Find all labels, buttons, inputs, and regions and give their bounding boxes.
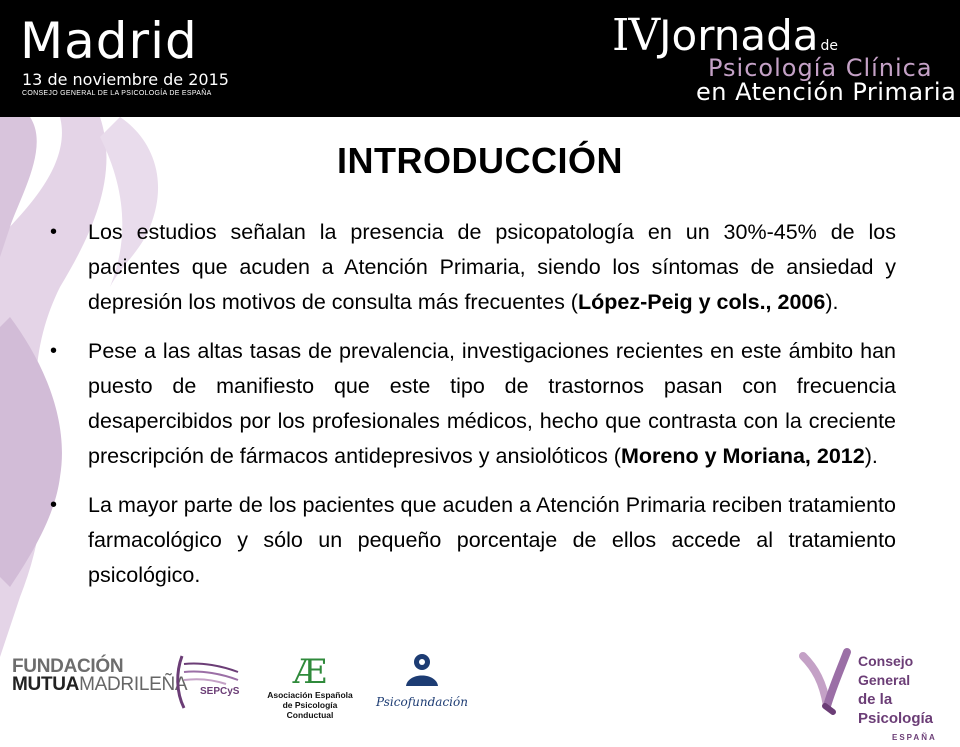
fundacion-logo-mutua: MUTUA — [12, 674, 80, 695]
bullet-citation: Moreno y Moriana, 2012 — [620, 444, 865, 468]
bullet-item — [50, 334, 896, 474]
fundacion-logo-madrilena: MADRILEÑA — [79, 674, 188, 695]
aepc-logo-icon: Æ — [292, 652, 328, 692]
sepcys-logo-icon — [162, 652, 240, 712]
bullet-text: Los estudios señalan la presencia de psicopatología en un 30%-45% de los pacientes que acuden a Atención Primaria, siendo los síntomas de ansiedad y depresión los motivos de consulta más frecuentes ( — [88, 220, 896, 314]
event-title-word: Jornada — [659, 11, 819, 60]
bullet-item — [50, 215, 896, 320]
event-subtitle-line1: Psicología Clínica — [708, 54, 933, 82]
aepc-logo-line2: de Psicología Conductual — [282, 700, 338, 720]
sepcys-logo-text: SEPCyS — [200, 686, 240, 697]
bullet-text: La mayor parte de los pacientes que acuden a Atención Primaria reciben tratamiento farmacológico y sólo un pequeño porcentaje de ellos accede al tratamiento psicológico. — [88, 493, 896, 587]
fundacion-logo-line1: FUNDACIÓN — [12, 656, 124, 677]
fundacion-logo-line2 — [12, 676, 187, 694]
bullet-citation: López-Peig y cols., 2006 — [577, 290, 826, 314]
psicofundacion-logo-icon — [398, 652, 446, 688]
header-banner — [0, 0, 960, 117]
cgp-logo-line3: ESPAÑA — [892, 733, 937, 742]
psicofundacion-logo-text: Psicofundación — [376, 695, 468, 709]
bullet-text-end: ). — [864, 444, 878, 468]
cgp-logo-line1: Consejo General — [858, 653, 914, 688]
event-date: 13 de noviembre de 2015 — [22, 70, 229, 89]
aepc-logo — [265, 654, 355, 720]
event-organizer: CONSEJO GENERAL DE LA PSICOLOGÍA DE ESPAÑA — [22, 90, 212, 97]
event-subtitle-line2: en Atención Primaria — [696, 78, 957, 106]
consejo-general-psicologia-logo — [858, 652, 960, 747]
event-edition: IV — [612, 10, 660, 61]
bullet-list — [50, 215, 896, 607]
psicofundacion-logo — [372, 652, 472, 709]
bullet-text: Pese a las altas tasas de prevalencia, investigaciones recientes en este ámbito han puesto de manifiesto que este tipo de trastornos pasan con frecuencia desapercibidos por los profesionales médicos, hecho que contrasta con la creciente prescripción de fármacos antidepresivos y ansiolóticos ( — [88, 339, 896, 468]
bullet-text-end: ). — [825, 290, 839, 314]
fundacion-mutua-logo — [12, 658, 187, 694]
event-title-de: de — [820, 38, 839, 54]
cgp-logo-line2: de la Psicología — [858, 691, 934, 727]
bullet-item — [50, 488, 896, 593]
event-city: Madrid — [20, 12, 198, 70]
aepc-logo-line1: Asociación Española — [267, 690, 353, 700]
slide-title: INTRODUCCIÓN — [337, 140, 623, 181]
